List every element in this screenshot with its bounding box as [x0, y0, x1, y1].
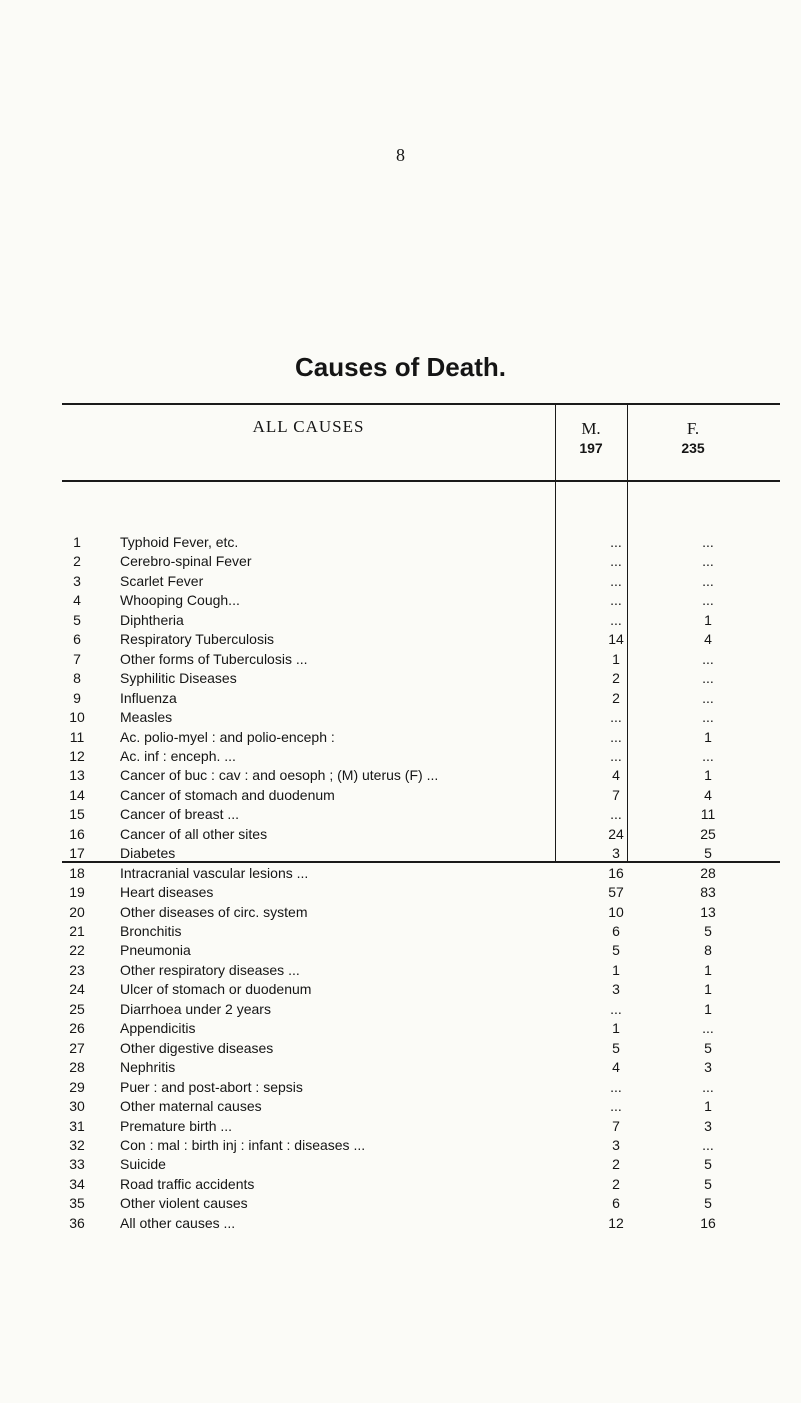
row-cause: Cancer of stomach and duodenum	[120, 786, 335, 803]
row-female-count: 3	[704, 1059, 712, 1076]
row-male-count: 14	[608, 631, 624, 648]
row-cause: Cancer of buc : cav : and oesoph ; (M) uterus (F) ...	[120, 767, 439, 784]
row-male-count: 7	[612, 786, 620, 803]
row-female-count: 1	[704, 1098, 712, 1115]
row-cause: All other causes ...	[120, 1214, 236, 1231]
row-cause: Cerebro-spinal Fever	[120, 553, 252, 570]
row-male-count: ...	[610, 592, 622, 609]
row-male-count: 5	[612, 942, 620, 959]
row-male-count: 6	[612, 923, 620, 939]
row-female-count: 25	[700, 825, 716, 842]
row-male-count: 7	[612, 1117, 620, 1134]
row-female-count: ...	[702, 1020, 714, 1037]
row-cause: Intracranial vascular lesions ...	[120, 864, 309, 881]
row-female-count: ...	[702, 747, 714, 764]
row-cause: Bronchitis	[120, 923, 182, 939]
row-cause: Respiratory Tuberculosis	[120, 631, 275, 648]
row-number: 14	[69, 786, 85, 803]
row-female-count: 4	[704, 786, 712, 803]
table-row	[62, 902, 780, 922]
row-male-count: 5	[612, 1039, 620, 1056]
table-row	[62, 1116, 780, 1136]
row-male-count: ...	[610, 747, 622, 764]
table-row	[62, 1057, 780, 1077]
row-male-count: 3	[612, 845, 620, 862]
row-female-count: 5	[704, 1175, 712, 1192]
row-number: 36	[69, 1214, 85, 1231]
row-number: 26	[69, 1020, 85, 1037]
row-female-count: 1	[704, 611, 712, 628]
row-male-count: 4	[612, 1059, 620, 1076]
row-male-count: ...	[610, 709, 622, 726]
row-number: 25	[69, 1000, 85, 1017]
row-female-count: 1	[704, 767, 712, 784]
row-male-count: 57	[608, 884, 624, 901]
row-number: 1	[73, 534, 81, 550]
row-number: 6	[73, 631, 81, 648]
row-cause: Influenza	[120, 689, 177, 706]
row-female-count: 16	[700, 1214, 716, 1231]
row-female-count: 1	[704, 961, 712, 978]
header-male-total: 197	[579, 440, 603, 456]
row-cause: Other forms of Tuberculosis ...	[120, 650, 308, 667]
table-row	[62, 688, 780, 708]
row-female-count: 5	[704, 1195, 712, 1212]
row-number: 13	[69, 767, 85, 784]
header-male	[555, 419, 627, 456]
row-number: 34	[69, 1175, 85, 1192]
row-male-count: 16	[608, 864, 624, 881]
row-cause: Other violent causes	[120, 1195, 248, 1212]
row-female-count: ...	[702, 592, 714, 609]
row-female-count: 5	[704, 1039, 712, 1056]
table-row	[62, 532, 780, 552]
row-number: 29	[69, 1078, 85, 1095]
row-number: 7	[73, 650, 81, 667]
row-number: 22	[69, 942, 85, 959]
table-row	[62, 590, 780, 610]
row-female-count: 1	[704, 981, 712, 998]
row-male-count: 24	[608, 825, 624, 842]
row-cause: Ac. inf : enceph. ...	[120, 747, 236, 764]
table-row	[62, 824, 780, 844]
row-male-count: 2	[612, 689, 620, 706]
table-row	[62, 765, 780, 785]
row-female-count: ...	[702, 709, 714, 726]
row-number: 10	[69, 709, 85, 726]
row-cause: Cancer of breast ...	[120, 806, 240, 823]
row-number: 18	[69, 864, 85, 881]
row-female-count: 5	[704, 845, 712, 862]
row-number: 8	[73, 670, 81, 687]
table-row	[62, 785, 780, 805]
header-female-label: F.	[686, 419, 700, 438]
row-female-count: ...	[702, 670, 714, 687]
row-cause: Diabetes	[120, 845, 176, 862]
page-title: Causes of Death.	[295, 352, 506, 382]
row-number: 31	[69, 1117, 85, 1134]
table-row	[62, 571, 780, 591]
row-female-count: 4	[704, 631, 712, 648]
row-number: 16	[69, 825, 85, 842]
row-cause: Cancer of all other sites	[120, 825, 268, 842]
row-male-count: 1	[612, 961, 620, 978]
row-cause: Suicide	[120, 1156, 166, 1173]
table-row	[62, 999, 780, 1019]
row-female-count: 3	[704, 1117, 712, 1134]
row-cause: Ulcer of stomach or duodenum	[120, 981, 312, 998]
row-male-count: ...	[610, 806, 622, 823]
row-male-count: 12	[608, 1214, 624, 1231]
row-cause: Diarrhoea under 2 years	[120, 1000, 271, 1017]
row-male-count: 3	[612, 981, 620, 998]
row-male-count: 10	[608, 903, 624, 920]
row-number: 27	[69, 1039, 85, 1056]
row-number: 33	[69, 1156, 85, 1173]
table-row	[62, 649, 780, 669]
table-row	[62, 551, 780, 571]
table-row	[62, 1038, 780, 1058]
row-number: 21	[69, 923, 85, 939]
row-female-count: 8	[704, 942, 712, 959]
row-female-count: 28	[700, 864, 716, 881]
table-row	[62, 727, 780, 747]
row-cause: Nephritis	[120, 1059, 176, 1076]
table-row	[62, 1077, 780, 1097]
row-male-count: ...	[610, 553, 622, 570]
row-male-count: 1	[612, 650, 620, 667]
row-number: 5	[73, 611, 81, 628]
row-female-count: ...	[702, 553, 714, 570]
row-number: 12	[69, 747, 85, 764]
row-number: 4	[73, 592, 81, 609]
table-row	[62, 1018, 780, 1038]
table-row	[62, 610, 780, 630]
row-number: 32	[69, 1136, 85, 1153]
row-cause: Other respiratory diseases ...	[120, 961, 300, 978]
page-number: 8	[396, 145, 405, 165]
table-row	[62, 804, 780, 824]
row-number: 20	[69, 903, 85, 920]
row-number: 19	[69, 884, 85, 901]
row-cause: Scarlet Fever	[120, 572, 204, 589]
row-cause: Puer : and post-abort : sepsis	[120, 1078, 303, 1095]
header-all-causes: ALL CAUSES	[252, 417, 365, 436]
row-female-count: 1	[704, 728, 712, 745]
row-number: 35	[69, 1195, 85, 1212]
row-number: 2	[73, 553, 81, 570]
table-row	[62, 1154, 780, 1174]
row-cause: Syphilitic Diseases	[120, 670, 237, 687]
row-male-count: 3	[612, 1136, 620, 1153]
row-cause: Typhoid Fever, etc.	[120, 534, 239, 550]
table-row	[62, 707, 780, 727]
row-male-count: 6	[612, 1195, 620, 1212]
header-bottom-rule	[62, 480, 780, 482]
table-row	[62, 882, 780, 902]
row-female-count: 5	[704, 923, 712, 939]
row-male-count: ...	[610, 572, 622, 589]
row-cause: Ac. polio-myel : and polio-enceph :	[120, 728, 335, 745]
row-female-count: 11	[700, 806, 716, 823]
table-top-rule	[62, 403, 780, 405]
row-number: 23	[69, 961, 85, 978]
row-male-count: ...	[610, 1078, 622, 1095]
row-female-count: ...	[702, 650, 714, 667]
header-female	[657, 419, 729, 456]
row-number: 15	[69, 806, 85, 823]
table-row	[62, 921, 780, 941]
row-female-count: 13	[700, 903, 716, 920]
table-row	[62, 863, 780, 883]
row-cause: Heart diseases	[120, 884, 214, 901]
row-male-count: ...	[610, 1000, 622, 1017]
row-cause: Other digestive diseases	[120, 1039, 274, 1056]
row-number: 24	[69, 981, 85, 998]
row-cause: Diphtheria	[120, 611, 184, 628]
row-female-count: ...	[702, 1136, 714, 1153]
row-male-count: ...	[610, 534, 622, 550]
row-number: 28	[69, 1059, 85, 1076]
row-number: 3	[73, 572, 81, 589]
row-female-count: 83	[700, 884, 716, 901]
header-male-label: M.	[581, 419, 601, 438]
row-male-count: 2	[612, 1175, 620, 1192]
row-female-count: ...	[702, 534, 714, 550]
table-row	[62, 629, 780, 649]
row-female-count: ...	[702, 689, 714, 706]
table-row	[62, 1174, 780, 1194]
row-male-count: ...	[610, 728, 622, 745]
row-cause: Whooping Cough...	[120, 592, 240, 609]
table-row	[62, 1213, 780, 1233]
table-row	[62, 843, 780, 863]
header-female-total: 235	[681, 440, 705, 456]
row-male-count: ...	[610, 1098, 622, 1115]
table-row	[62, 746, 780, 766]
row-male-count: ...	[610, 611, 622, 628]
row-cause: Road traffic accidents	[120, 1175, 255, 1192]
row-cause: Con : mal : birth inj : infant : diseases ...	[120, 1136, 366, 1153]
row-female-count: ...	[702, 1078, 714, 1095]
table-row	[62, 1193, 780, 1213]
row-male-count: 2	[612, 1156, 620, 1173]
table-row	[62, 668, 780, 688]
row-number: 9	[73, 689, 81, 706]
table-row	[62, 1096, 780, 1116]
row-cause: Premature birth ...	[120, 1117, 233, 1134]
row-cause: Pneumonia	[120, 942, 191, 959]
table-row	[62, 1135, 780, 1155]
row-number: 11	[69, 728, 85, 745]
row-male-count: 4	[612, 767, 620, 784]
row-cause: Other maternal causes	[120, 1098, 262, 1115]
row-number: 17	[69, 845, 85, 862]
table-row	[62, 979, 780, 999]
row-female-count: 5	[704, 1156, 712, 1173]
row-male-count: 1	[612, 1020, 620, 1037]
row-male-count: 2	[612, 670, 620, 687]
table-row	[62, 940, 780, 960]
row-cause: Other diseases of circ. system	[120, 903, 308, 920]
row-cause: Measles	[120, 709, 173, 726]
table-row	[62, 960, 780, 980]
row-female-count: ...	[702, 572, 714, 589]
row-female-count: 1	[704, 1000, 712, 1017]
row-cause: Appendicitis	[120, 1020, 196, 1037]
row-number: 30	[69, 1098, 85, 1115]
